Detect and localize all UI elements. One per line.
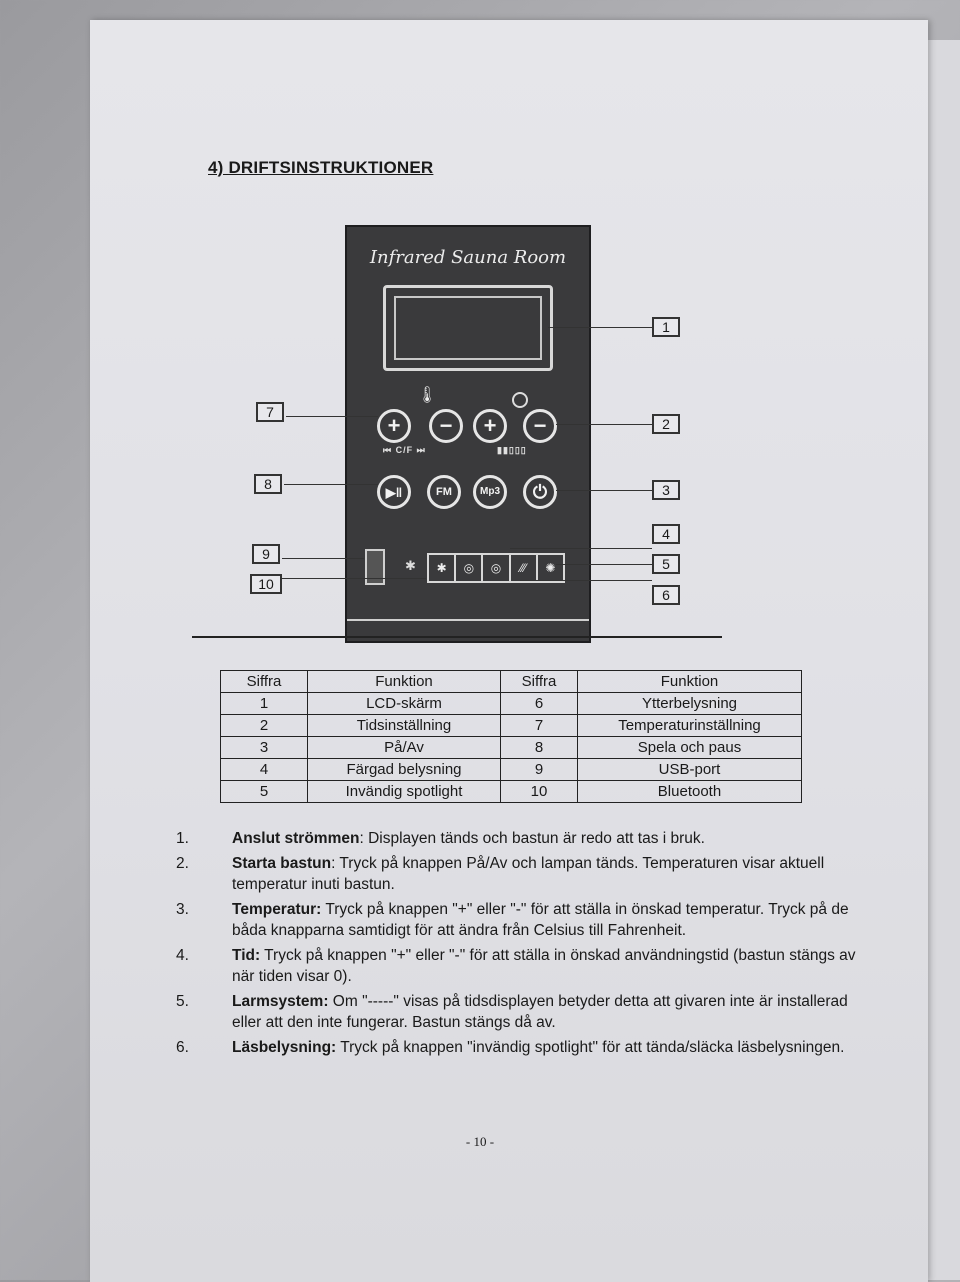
temp-minus-button: − xyxy=(429,409,463,443)
item-title: Läsbelysning: xyxy=(232,1039,337,1056)
table-cell: 4 xyxy=(221,759,308,781)
callout-2: 2 xyxy=(652,414,680,434)
item-text: Tryck på knappen "+" eller "-" för att ställa in önskad temperatur. Tryck på de båda knapparna samtidigt för att ändra från Celsius till Fahrenheit. xyxy=(232,901,849,939)
callout-6: 6 xyxy=(652,585,680,605)
item-number: 6. xyxy=(176,1039,189,1056)
page-number: - 10 - xyxy=(465,1134,495,1149)
lcd-screen xyxy=(383,285,553,371)
table-row xyxy=(221,715,802,737)
table-row xyxy=(221,781,802,803)
table-cell: 5 xyxy=(221,781,308,803)
table-cell: 9 xyxy=(501,759,578,781)
table-cell: LCD-skärm xyxy=(308,693,501,715)
thermometer-icon: 🌡 xyxy=(417,387,438,404)
table-cell: Invändig spotlight xyxy=(308,781,501,803)
temp-sublabel: ⏮ C/F ⏭ xyxy=(383,445,426,455)
list-item xyxy=(176,828,856,849)
instruction-list xyxy=(176,828,856,1062)
callout-5: 5 xyxy=(652,554,680,574)
table-cell: Färgad belysning xyxy=(308,759,501,781)
function-table xyxy=(220,670,802,803)
leader-line xyxy=(556,424,652,425)
leader-line xyxy=(284,484,378,485)
item-title: Temperatur: xyxy=(232,901,322,918)
leader-line xyxy=(556,564,652,565)
time-minus-button: − xyxy=(523,409,557,443)
list-item xyxy=(176,945,856,987)
table-cell: Temperaturinställning xyxy=(578,715,802,737)
temp-plus-button: + xyxy=(377,409,411,443)
table-cell: 2 xyxy=(221,715,308,737)
callout-8: 8 xyxy=(254,474,282,494)
leader-line xyxy=(286,416,378,417)
column-header: Siffra xyxy=(501,671,578,693)
table-row xyxy=(221,693,802,715)
table-cell: Bluetooth xyxy=(578,781,802,803)
item-title: Larmsystem: xyxy=(232,993,329,1010)
table-cell: Ytterbelysning xyxy=(578,693,802,715)
table-row xyxy=(221,737,802,759)
item-number: 1. xyxy=(176,830,189,847)
panel-bottom-edge xyxy=(347,619,589,621)
time-plus-button: + xyxy=(473,409,507,443)
item-text: Om "-----" visas på tidsdisplayen betyder detta att givaren inte är installerad eller att den inte fungerar. Bastun stängs då av. xyxy=(232,993,848,1031)
item-number: 2. xyxy=(176,855,189,872)
column-header: Siffra xyxy=(221,671,308,693)
list-item xyxy=(176,1037,856,1058)
color-light-icon: ◎ xyxy=(483,555,510,581)
list-item xyxy=(176,991,856,1033)
outdoor-light-icon: ⁄⁄⁄ xyxy=(511,555,538,581)
callout-9: 9 xyxy=(252,544,280,564)
item-text: Tryck på knappen "+" eller "-" för att ställa in önskad användningstid (bastun stängs av när tiden visar 0). xyxy=(232,947,856,985)
light-button-strip xyxy=(427,553,565,583)
table-cell: 7 xyxy=(501,715,578,737)
leader-line xyxy=(510,548,652,549)
table-row xyxy=(221,759,802,781)
section-heading: 4) DRIFTSINSTRUKTIONER xyxy=(208,158,434,177)
table-cell: 3 xyxy=(221,737,308,759)
panel-title: Infrared Sauna Room xyxy=(369,247,567,268)
leader-line xyxy=(556,490,652,491)
table-cell: 1 xyxy=(221,693,308,715)
power-button: ⏻ xyxy=(523,475,557,509)
table-cell: 10 xyxy=(501,781,578,803)
spotlight-icon: ◎ xyxy=(456,555,483,581)
item-number: 5. xyxy=(176,993,189,1010)
leader-line xyxy=(548,327,652,328)
fm-button: FM xyxy=(427,475,461,509)
table-cell: Tidsinställning xyxy=(308,715,501,737)
item-number: 4. xyxy=(176,947,189,964)
list-item xyxy=(176,899,856,941)
bluetooth-icon: ✱ xyxy=(405,558,416,573)
table-cell: Spela och paus xyxy=(578,737,802,759)
item-number: 3. xyxy=(176,901,189,918)
callout-4: 4 xyxy=(652,524,680,544)
table-cell: 6 xyxy=(501,693,578,715)
callout-10: 10 xyxy=(250,574,282,594)
item-text: : Displayen tänds och bastun är redo att tas i bruk. xyxy=(359,830,705,847)
list-item xyxy=(176,853,856,895)
document-page xyxy=(90,20,928,1282)
callout-3: 3 xyxy=(652,480,680,500)
item-text: : Tryck på knappen På/Av och lampan tänds. Temperaturen visar aktuell temperatur inuti bastun. xyxy=(232,855,825,893)
leader-line xyxy=(282,558,364,559)
table-cell: USB-port xyxy=(578,759,802,781)
clock-icon xyxy=(512,392,528,408)
time-sublabel: ▮▮▯▯▯ xyxy=(497,445,527,455)
table-cell: 8 xyxy=(501,737,578,759)
divider-rule xyxy=(192,636,722,638)
item-title: Starta bastun xyxy=(232,855,332,872)
column-header: Funktion xyxy=(308,671,501,693)
item-text: Tryck på knappen "invändig spotlight" för att tända/släcka läsbelysningen. xyxy=(336,1039,845,1056)
leader-line xyxy=(282,578,426,579)
item-title: Anslut strömmen xyxy=(232,830,360,847)
item-title: Tid: xyxy=(232,947,261,964)
mp3-button: Mp3 xyxy=(473,475,507,509)
table-header-row xyxy=(221,671,802,693)
reading-light-icon: ✺ xyxy=(545,561,556,575)
table-cell: På/Av xyxy=(308,737,501,759)
callout-1: 1 xyxy=(652,317,680,337)
callout-7: 7 xyxy=(256,402,284,422)
usb-port xyxy=(365,549,385,585)
column-header: Funktion xyxy=(578,671,802,693)
bluetooth-icon: ✱ xyxy=(429,555,456,581)
play-pause-button: ▶‖ xyxy=(377,475,411,509)
leader-line xyxy=(520,580,652,581)
